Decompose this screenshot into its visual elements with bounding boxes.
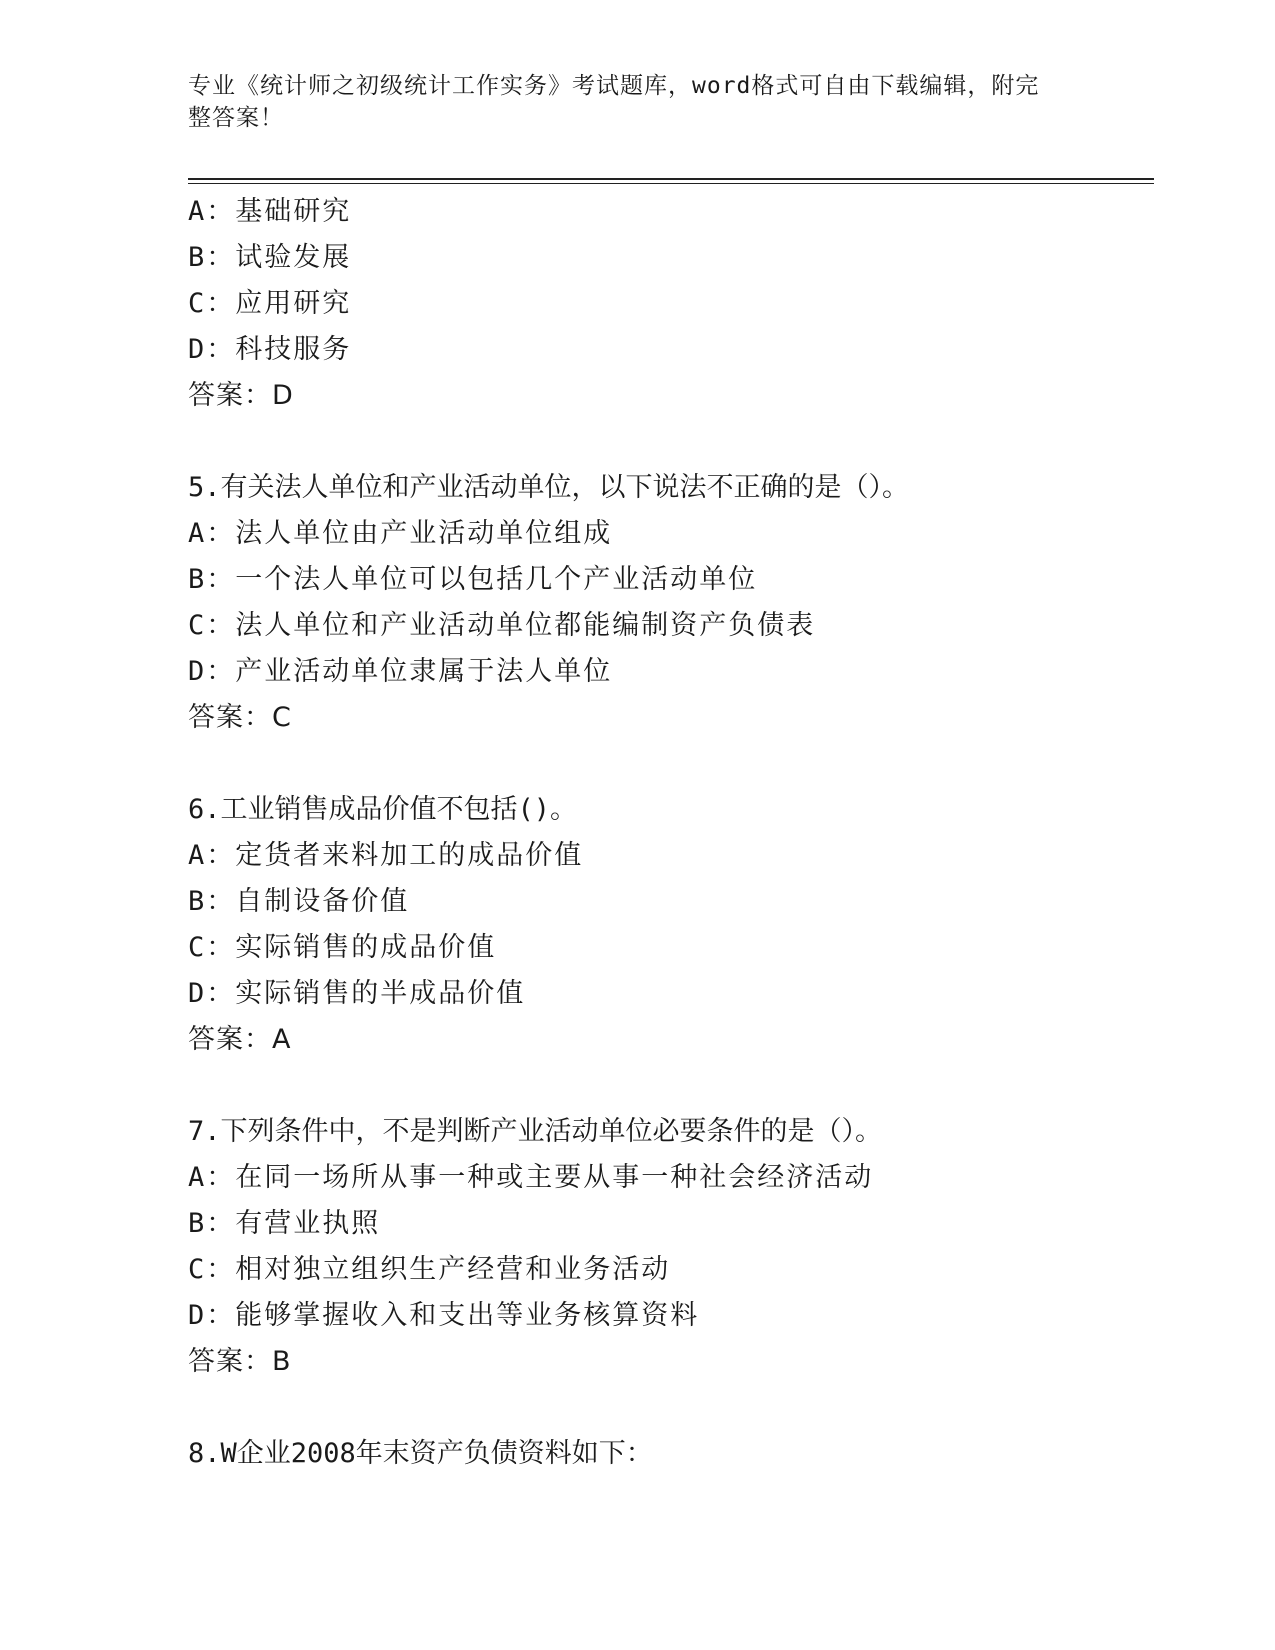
- header-divider-thick: [188, 178, 1154, 180]
- q4-option-b: B：试验发展: [188, 242, 352, 273]
- q4-answer: 答案：D: [188, 380, 294, 411]
- q4-option-a: A：基础研究: [188, 196, 352, 227]
- spacer: [188, 1385, 1148, 1431]
- q5-option-d: D：产业活动单位隶属于法人单位: [188, 656, 613, 687]
- q4-option-c: C：应用研究: [188, 288, 352, 319]
- q5-option-b: B：一个法人单位可以包括几个产业活动单位: [188, 564, 758, 595]
- q8-question: 8.W企业2008年末资产负债资料如下：: [188, 1438, 653, 1469]
- spacer: [188, 741, 1148, 787]
- question-5-block: [188, 465, 1148, 741]
- q7-option-c: C：相对独立组织生产经营和业务活动: [188, 1254, 671, 1285]
- q7-question: 7.下列条件中，不是判断产业活动单位必要条件的是（）。: [188, 1116, 883, 1147]
- q7-option-d: D：能够掌握收入和支出等业务核算资料: [188, 1300, 700, 1331]
- q7-answer: 答案：B: [188, 1346, 292, 1377]
- spacer: [188, 1063, 1148, 1109]
- q6-option-a: A：定货者来料加工的成品价值: [188, 840, 584, 871]
- q6-question: 6.工业销售成品价值不包括()。: [188, 794, 578, 825]
- q5-question: 5.有关法人单位和产业活动单位，以下说法不正确的是（）。: [188, 472, 910, 503]
- header-line-2: 整答案！: [188, 105, 284, 131]
- q6-option-d: D：实际销售的半成品价值: [188, 978, 526, 1009]
- q5-option-c: C：法人单位和产业活动单位都能编制资产负债表: [188, 610, 816, 641]
- spacer: [188, 419, 1148, 465]
- q6-answer: 答案：A: [188, 1024, 292, 1055]
- question-4-block: [188, 189, 1148, 419]
- q6-option-c: C：实际销售的成品价值: [188, 932, 497, 963]
- question-6-block: [188, 787, 1148, 1063]
- q7-option-b: B：有营业执照: [188, 1208, 381, 1239]
- q5-option-a: A：法人单位由产业活动单位组成: [188, 518, 613, 549]
- q7-option-a: A：在同一场所从事一种或主要从事一种社会经济活动: [188, 1162, 874, 1193]
- header-divider-thin: [188, 183, 1154, 184]
- question-list: [188, 189, 1148, 1477]
- header-line-1: 专业《统计师之初级统计工作实务》考试题库，word格式可自由下载编辑，附完: [188, 73, 1040, 99]
- question-8-block: [188, 1431, 1148, 1477]
- q4-option-d: D：科技服务: [188, 334, 352, 365]
- document-header: [188, 70, 1088, 134]
- q6-option-b: B：自制设备价值: [188, 886, 410, 917]
- q5-answer: 答案：C: [188, 702, 292, 733]
- question-7-block: [188, 1109, 1148, 1385]
